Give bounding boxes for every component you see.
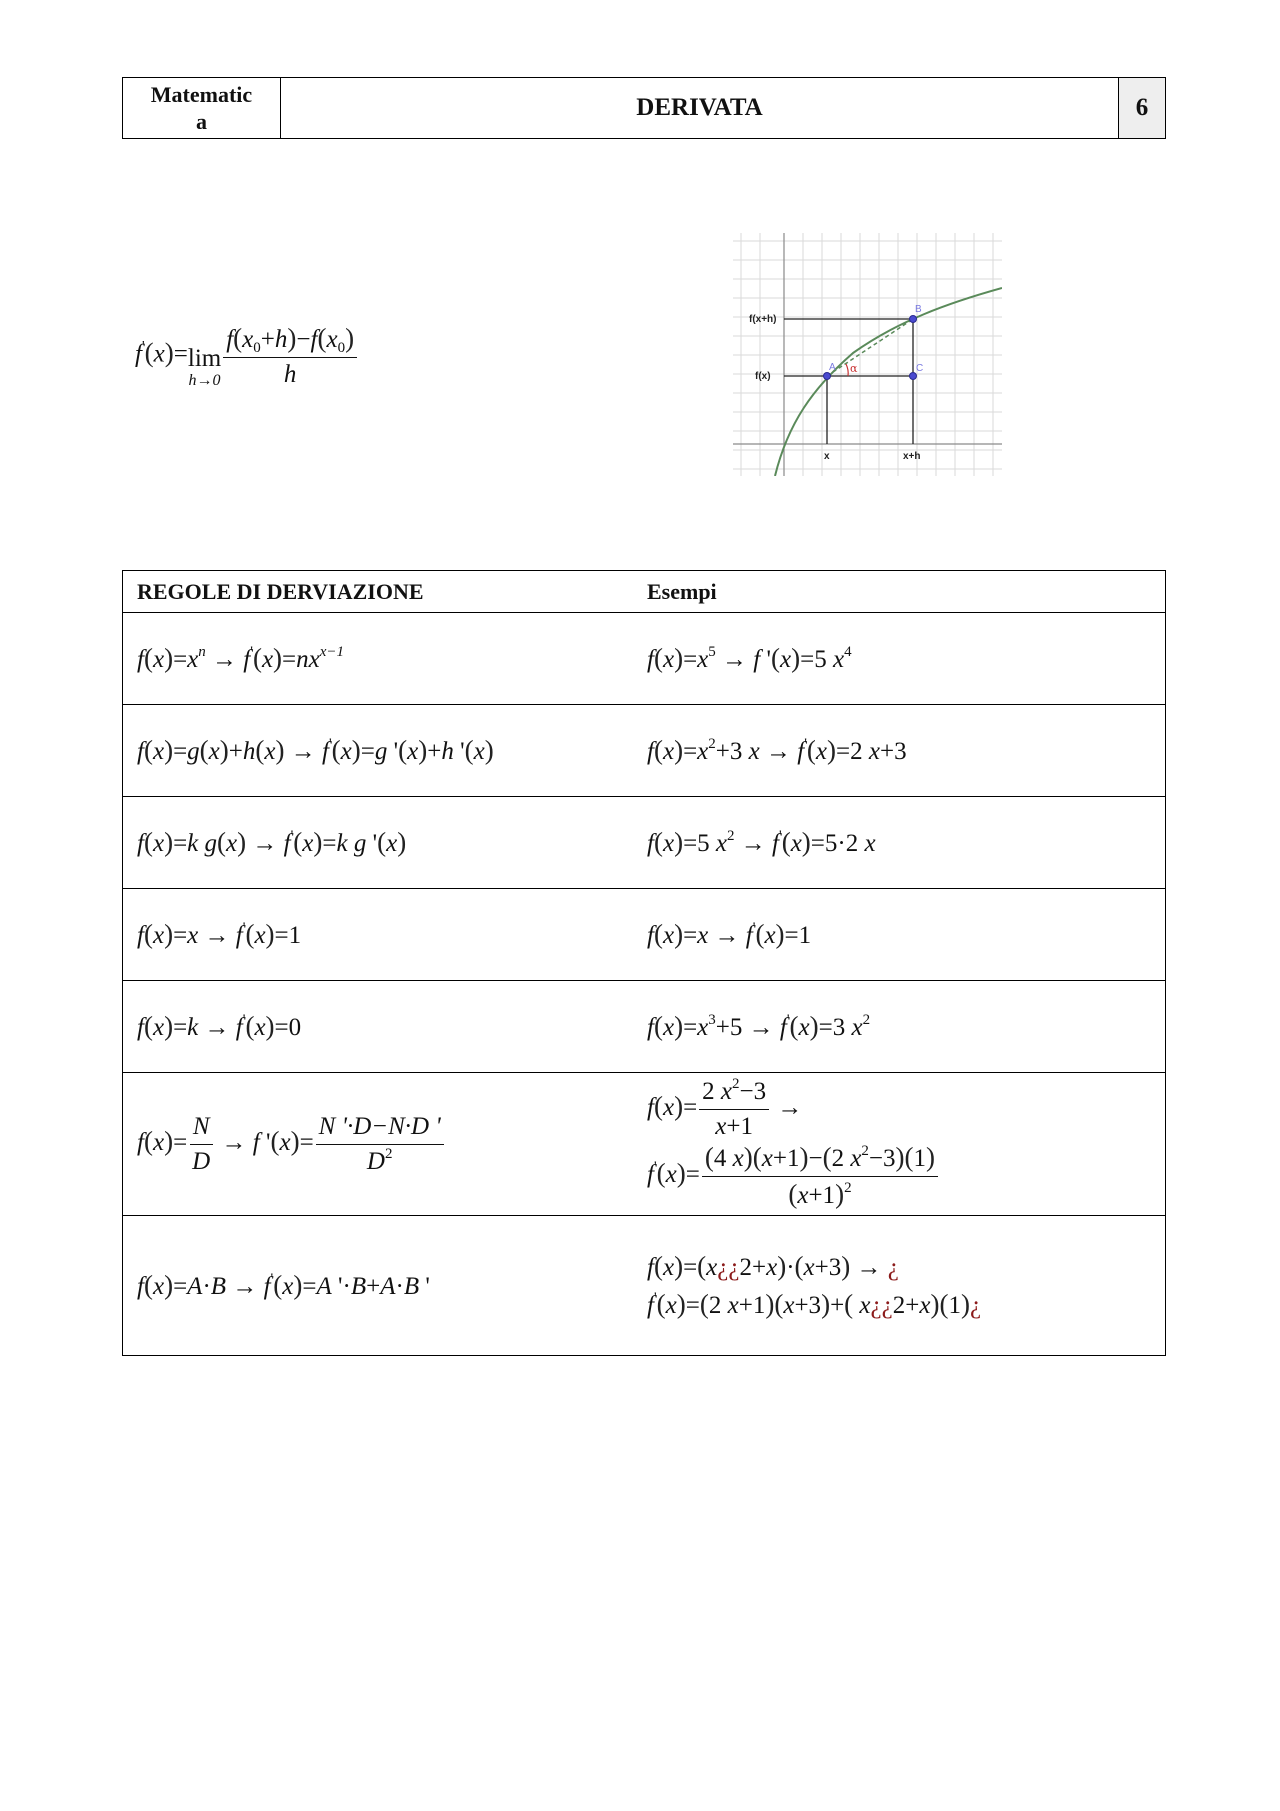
page-number: 6 xyxy=(1118,78,1165,138)
rule-power: $f(x)=x^n \to f'(x)=nx^{x-1}$ xyxy=(123,613,644,705)
example-product: f(x)=(x¿¿2+x)·(x+3) → ¿ f'(x)=(2 x+1)(x+3)+( x¿¿2+x)(1)¿ xyxy=(643,1216,1166,1356)
rule-product: f(x)=A·B → f'(x)=A '·B+A·B ' xyxy=(123,1216,644,1356)
header-examples: Esempi xyxy=(643,571,1166,613)
page-title: DERIVATA xyxy=(636,94,763,121)
subject-cell xyxy=(123,78,281,138)
header-table xyxy=(122,77,1166,139)
derivative-definition: f'(x)= lim h→0 $\frac{f(x_0+h)-f(x_0)}{h}$ xyxy=(135,322,359,390)
example-constant-multiple: f(x)=5 $x^2 \to f'(x)=5\cdot 2$ x xyxy=(643,797,1166,889)
point-a-marker xyxy=(824,373,831,380)
difference-quotient: $\frac{f(x_0+h)-f(x_0)}{h}$ xyxy=(223,323,357,390)
point-b-marker xyxy=(910,316,917,323)
table-row xyxy=(123,1073,1166,1216)
label-x: x xyxy=(824,451,830,462)
example-power: $f(x)=x^5 \to f$ '(x)=5 $x^4$ xyxy=(643,613,1166,705)
label-fxh: f(x+h) xyxy=(749,314,777,325)
label-point-c: C xyxy=(916,363,924,374)
subject-label-line2: a xyxy=(195,109,207,134)
table-row xyxy=(123,1216,1166,1356)
label-fx: f(x) xyxy=(755,371,771,382)
rule-quotient: f(x)= $\frac{N}{D}$ → f '(x)= $\frac{N '\cdot D-N\cdot D '}{D^2}$ xyxy=(123,1073,644,1216)
example-identity: f(x)=x → f'(x)=1 xyxy=(643,889,1166,981)
rule-constant-multiple: f(x)=k g(x) → f'(x)=k g '(x) xyxy=(123,797,644,889)
example-quotient: f(x)= $\frac{2 x^2-3}{x+1}$ → f'(x)= $\frac{(4 x)(x+1)-(2 x^2-3)(1)}{(x+1)^2}$ xyxy=(643,1073,1166,1216)
table-row xyxy=(123,981,1166,1073)
label-point-a: A xyxy=(829,362,836,373)
function-curve xyxy=(775,288,1002,476)
rule-identity: f(x)=x → f'(x)=1 xyxy=(123,889,644,981)
table-row xyxy=(123,705,1166,797)
label-point-b: B xyxy=(915,304,922,315)
label-angle: α xyxy=(850,362,858,375)
label-xh: x+h xyxy=(903,451,921,462)
example-constant: $f(x)=x^3+5 \to f'(x)=3$ $x^2$ xyxy=(643,981,1166,1073)
secant-line xyxy=(827,319,913,376)
table-row xyxy=(123,613,1166,705)
table-header-row xyxy=(123,571,1166,613)
table-row xyxy=(123,889,1166,981)
limit-operator: lim h→0 xyxy=(187,345,222,389)
rule-constant: f(x)=k → f'(x)=0 xyxy=(123,981,644,1073)
table-row xyxy=(123,797,1166,889)
subject-label-line1: Matematic xyxy=(150,82,253,107)
derivative-graph xyxy=(733,233,1002,476)
derivation-rules-table xyxy=(122,570,1166,1356)
rule-sum: f(x)=g(x)+h(x) → f'(x)=g '(x)+h '(x) xyxy=(123,705,644,797)
example-sum: $f(x)=x^2+3$ x → f'(x)=2 x+3 xyxy=(643,705,1166,797)
header-rules: REGOLE DI DERVIAZIONE xyxy=(123,571,644,613)
